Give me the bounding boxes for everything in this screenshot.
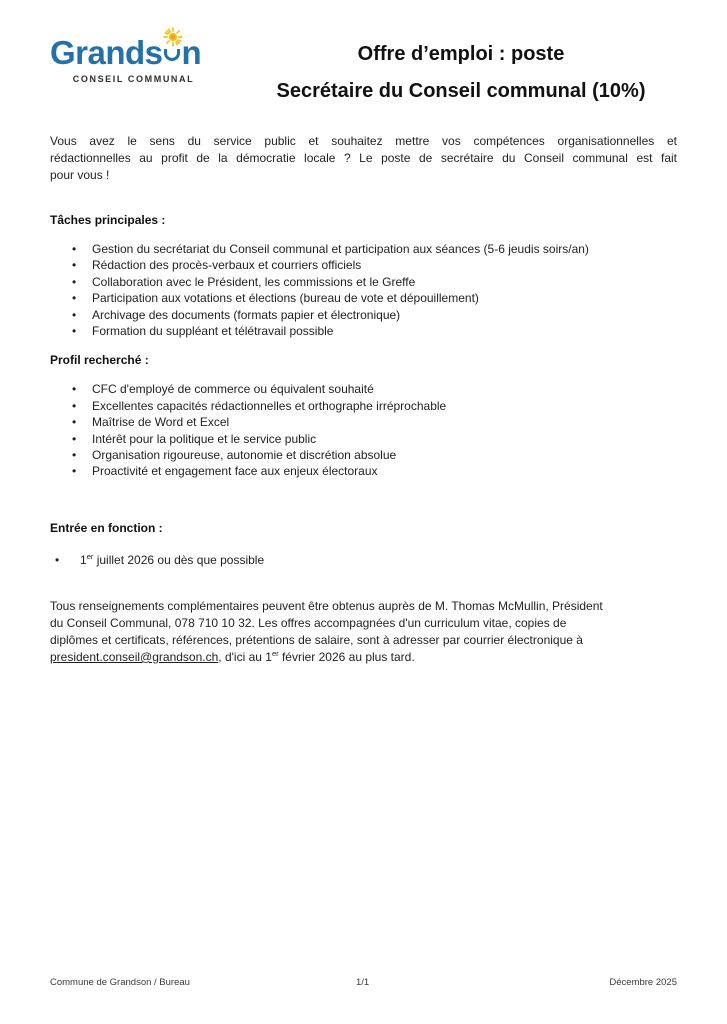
footer-left: Commune de Grandson / Bureau — [50, 977, 190, 988]
ordinal-suffix: er — [86, 551, 94, 561]
closing-line-last — [50, 649, 677, 666]
brand-suffix: n — [181, 34, 202, 71]
profile-list — [50, 381, 677, 479]
start-date-item — [50, 552, 677, 568]
list-item: • Gestion du secrétariat du Conseil communal et participation aux séances (5-6 jeudis soirs/an) — [50, 241, 677, 257]
closing-line: diplômes et certificats, références, prétentions de salaire, sont à adresser par courrier électronique à — [50, 632, 583, 647]
logo-o-shape — [164, 49, 180, 61]
intro-paragraph — [50, 133, 677, 184]
email-link[interactable]: president.conseil@grandson.ch — [50, 649, 219, 664]
intro-line: pour vous ! — [50, 168, 110, 182]
logo-tagline: CONSEIL COMMUNAL — [72, 74, 195, 84]
closing-paragraph — [50, 598, 677, 666]
title-line-1: Offre d’emploi : poste — [357, 43, 565, 65]
sun-icon — [163, 27, 183, 47]
brand-name — [50, 33, 217, 73]
document-title — [217, 36, 677, 110]
footer-date: Décembre 2025 — [609, 977, 677, 988]
list-item: • Proactivité et engagement face aux enjeux électoraux — [50, 463, 677, 479]
list-item: • Formation du suppléant et télétravail possible — [50, 323, 677, 339]
closing-line: Tous renseignements complémentaires peuvent être obtenus auprès de M. Thomas McMullin, Président — [50, 598, 603, 613]
list-item: • Collaboration avec le Président, les commissions et le Greffe — [50, 274, 677, 290]
tasks-list — [50, 241, 677, 339]
list-item: • Archivage des documents (formats papier et électronique) — [50, 307, 677, 323]
intro-line: Vous avez le sens du service public et souhaitez mettre vos compétences organisationnelles et — [50, 134, 677, 148]
document-body — [0, 133, 727, 666]
section-heading-profile: Profil recherché : — [50, 353, 149, 368]
list-item: • CFC d'employé de commerce ou équivalent souhaité — [50, 381, 677, 397]
closing-after-email: , d'ici au 1 — [218, 649, 272, 664]
closing-line: du Conseil Communal, 078 710 10 32. Les offres accompagnées d'un curriculum vitae, copies de — [50, 615, 567, 630]
footer-page-number: 1/1 — [355, 977, 370, 988]
list-item: • Maîtrise de Word et Excel — [50, 414, 677, 430]
section-heading-tasks: Tâches principales : — [50, 213, 166, 227]
brand-prefix: Grands — [50, 34, 163, 71]
header — [0, 0, 727, 110]
start-date-text: juillet 2026 ou dès que possible — [93, 552, 265, 567]
ordinal-suffix: er — [271, 648, 279, 658]
intro-line: rédactionnelles au profit de la démocratie locale ? Le poste de secrétaire du Conseil communal est fait — [50, 151, 677, 165]
logo — [50, 33, 217, 110]
section-heading-start-date: Entrée en fonction : — [50, 520, 163, 535]
logo-sun-o — [163, 34, 182, 64]
closing-tail: février 2026 au plus tard. — [278, 649, 415, 664]
start-date-number: 1 — [80, 552, 87, 567]
list-item: • Excellentes capacités rédactionnelles et orthographe irréprochable — [50, 398, 677, 414]
list-item: • Intérêt pour la politique et le service public — [50, 431, 677, 447]
title-line-2: Secrétaire du Conseil communal (10%) — [276, 80, 646, 102]
list-item: • Organisation rigoureuse, autonomie et discrétion absolue — [50, 447, 677, 463]
list-item: • Rédaction des procès-verbaux et courriers officiels — [50, 257, 677, 273]
list-item: • Participation aux votations et élections (bureau de vote et dépouillement) — [50, 290, 677, 306]
